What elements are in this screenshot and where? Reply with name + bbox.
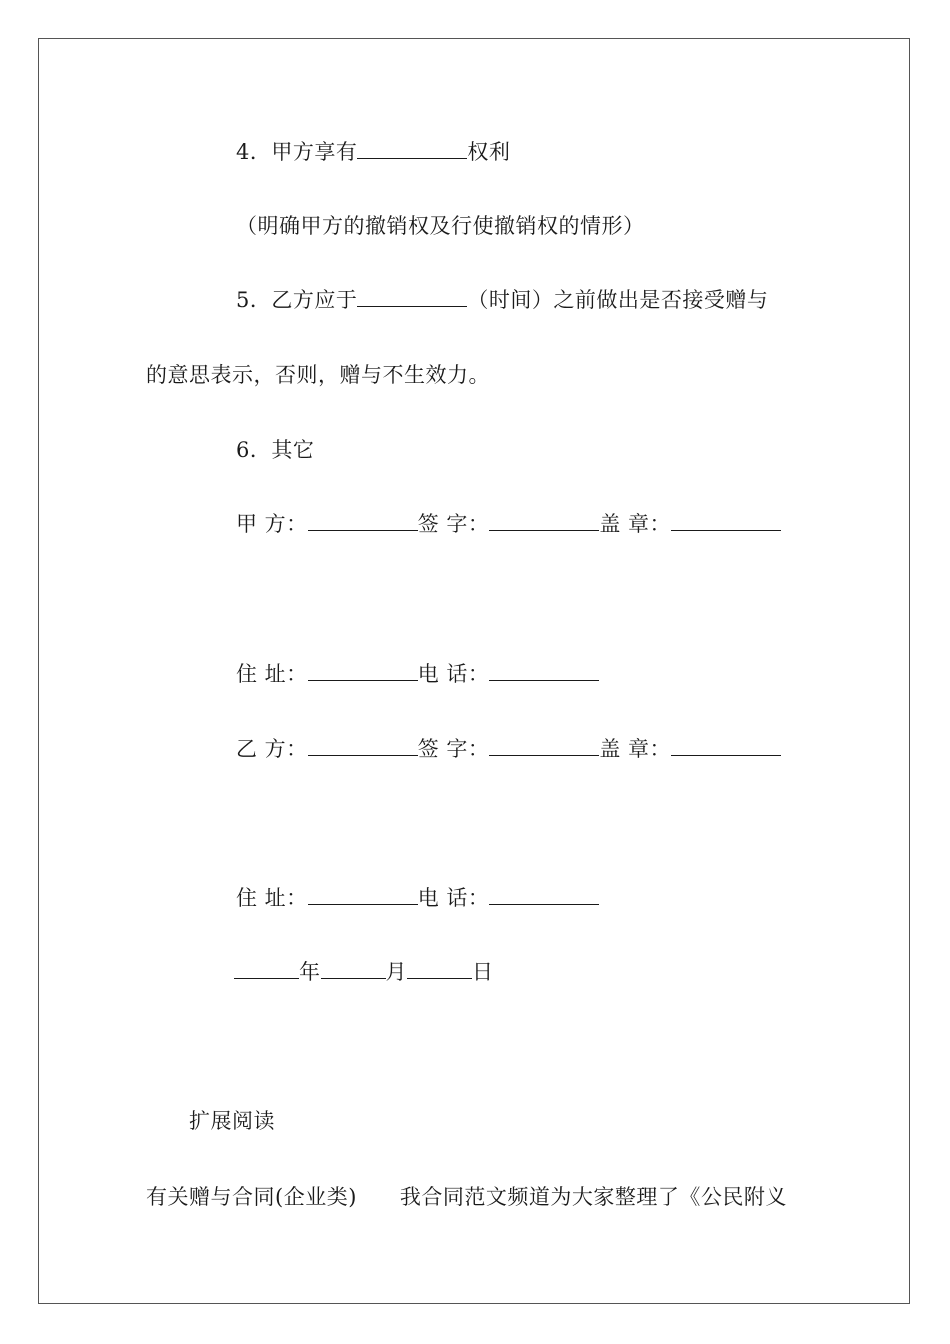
clause-4 — [236, 138, 510, 166]
extended-reading-text: 有关赠与合同(企业类) 我合同范文频道为大家整理了《公民附义 — [146, 1185, 787, 1209]
clause-5-prefix: 5．乙方应于 — [236, 288, 358, 312]
party-b-seal-field[interactable] — [671, 735, 781, 756]
clause-6: 6．其它 — [236, 438, 315, 462]
clause-5 — [236, 286, 768, 314]
party-b-phone-label: 电 话： — [417, 886, 490, 910]
party-a-sign-label: 签 字： — [417, 512, 490, 536]
clause-5-continuation: 的意思表示，否则，赠与不生效力。 — [146, 363, 490, 387]
party-a-address-field[interactable] — [308, 660, 418, 681]
blank-field[interactable] — [357, 286, 467, 307]
year-field[interactable] — [234, 958, 299, 979]
day-field[interactable] — [407, 958, 472, 979]
date-row — [234, 958, 494, 986]
party-a-seal-field[interactable] — [671, 510, 781, 531]
party-a-contact-row — [236, 660, 599, 688]
party-b-address-field[interactable] — [308, 884, 418, 905]
party-a-phone-field[interactable] — [489, 660, 599, 681]
party-a-label: 甲 方： — [236, 512, 308, 536]
party-a-seal-label: 盖 章： — [599, 512, 672, 536]
party-b-label: 乙 方： — [236, 737, 308, 761]
clause-4-suffix: 权利 — [467, 140, 511, 164]
year-label: 年 — [299, 960, 321, 984]
party-b-phone-field[interactable] — [489, 884, 599, 905]
extended-reading-heading: 扩展阅读 — [189, 1109, 275, 1133]
clause-4-prefix: 4．甲方享有 — [236, 140, 358, 164]
day-label: 日 — [472, 960, 494, 984]
party-b-sign-field[interactable] — [489, 735, 599, 756]
month-field[interactable] — [321, 958, 386, 979]
month-label: 月 — [385, 960, 407, 984]
party-a-address-label: 住 址： — [236, 662, 308, 686]
party-b-row — [236, 735, 781, 763]
party-a-phone-label: 电 话： — [417, 662, 490, 686]
party-a-row — [236, 510, 781, 538]
party-a-sign-field[interactable] — [489, 510, 599, 531]
party-b-name-field[interactable] — [308, 735, 418, 756]
clause-5-suffix: （时间）之前做出是否接受赠与 — [467, 288, 769, 312]
party-b-seal-label: 盖 章： — [599, 737, 672, 761]
blank-field[interactable] — [357, 138, 467, 159]
party-b-address-label: 住 址： — [236, 886, 308, 910]
party-a-name-field[interactable] — [308, 510, 418, 531]
party-b-sign-label: 签 字： — [417, 737, 490, 761]
clause-4-note: （明确甲方的撤销权及行使撤销权的情形） — [236, 214, 645, 238]
party-b-contact-row — [236, 884, 599, 912]
